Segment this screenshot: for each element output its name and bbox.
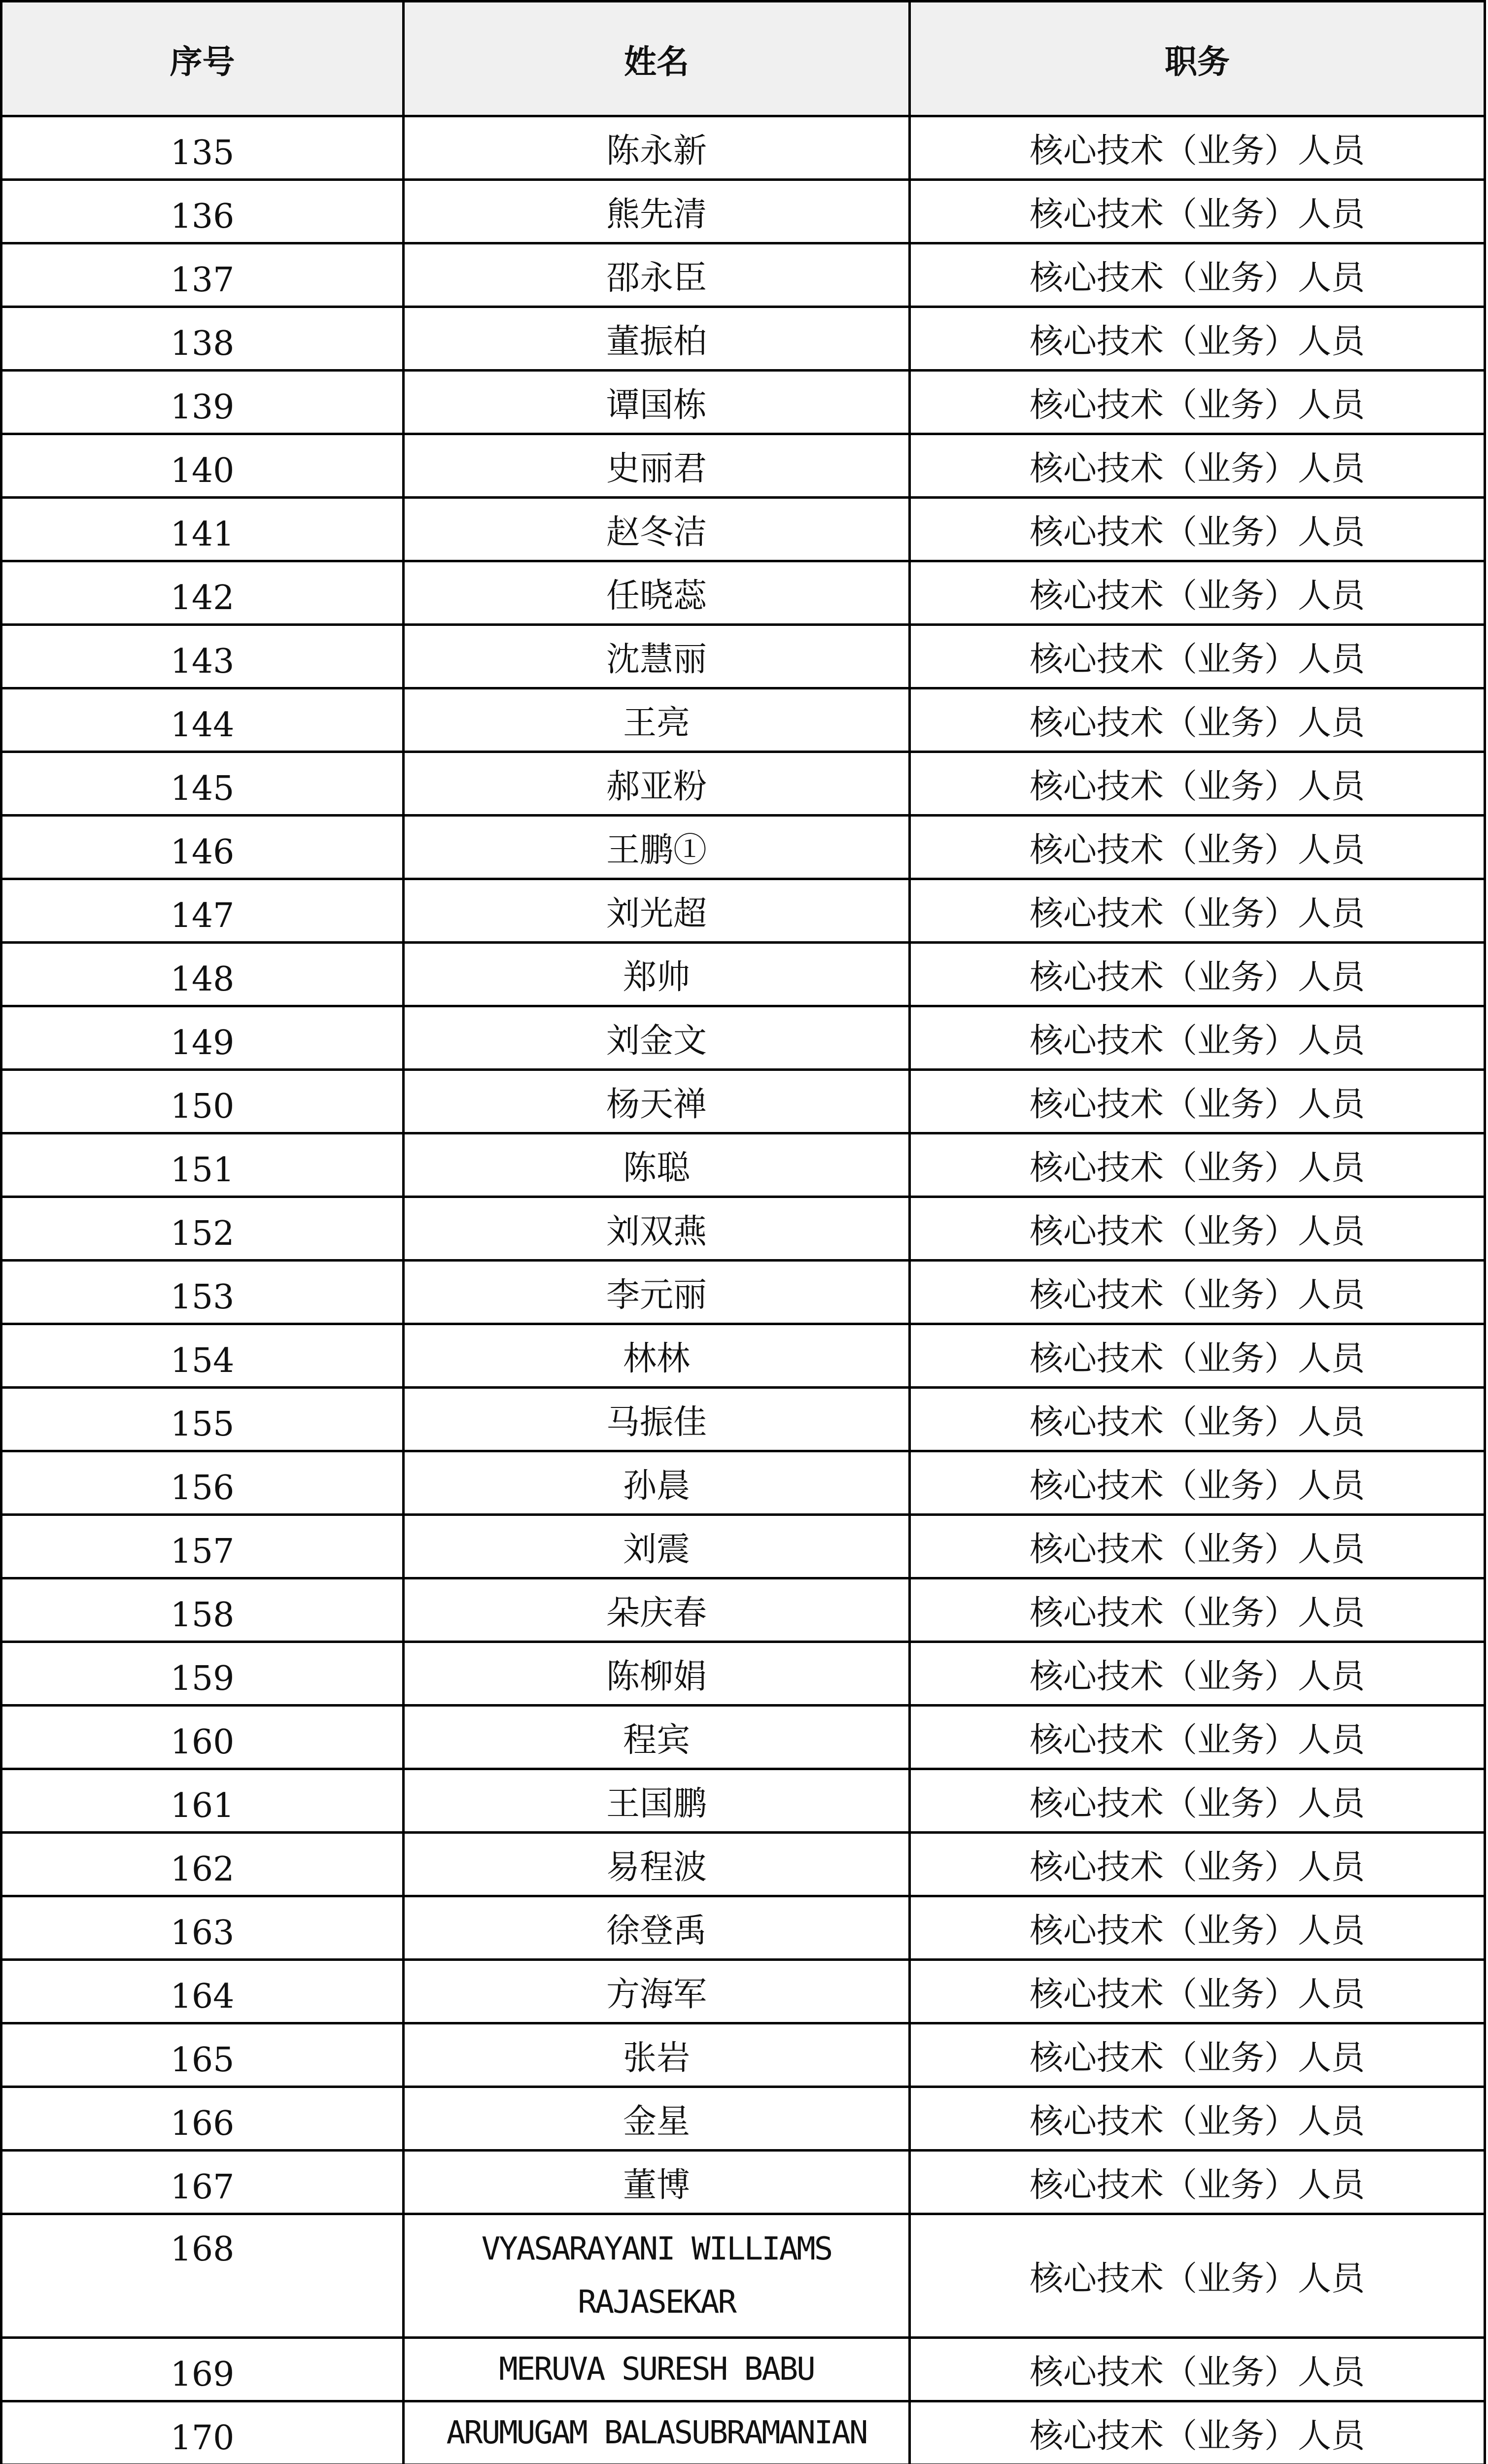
- header-name: 姓名: [404, 1, 910, 116]
- cell-position: 核心技术（业务）人员: [910, 943, 1485, 1006]
- cell-serial-number: 155: [1, 1388, 404, 1451]
- cell-position: 核心技术（业务）人员: [910, 2087, 1485, 2151]
- table-row: [1, 2214, 1485, 2338]
- cell-position: 核心技术（业务）人员: [910, 1133, 1485, 1197]
- cell-serial-number: 160: [1, 1706, 404, 1769]
- cell-name: MERUVA SURESH BABU: [404, 2338, 910, 2401]
- table-row: [1, 180, 1485, 243]
- table-row: [1, 943, 1485, 1006]
- table-row: [1, 752, 1485, 816]
- table-row: [1, 1197, 1485, 1261]
- cell-position: 核心技术（业务）人员: [910, 1197, 1485, 1261]
- cell-name: 徐登禹: [404, 1896, 910, 1960]
- cell-serial-number: 167: [1, 2151, 404, 2214]
- cell-serial-number: 137: [1, 243, 404, 307]
- table-row: [1, 879, 1485, 943]
- cell-name: 刘震: [404, 1515, 910, 1578]
- cell-position: 核心技术（业务）人员: [910, 498, 1485, 561]
- table-row: [1, 1515, 1485, 1578]
- cell-position: 核心技术（业务）人员: [910, 2023, 1485, 2087]
- table-row: [1, 243, 1485, 307]
- cell-serial-number: 168: [1, 2214, 404, 2338]
- cell-name: 张岩: [404, 2023, 910, 2087]
- cell-name: 邵永臣: [404, 243, 910, 307]
- cell-name: 李元丽: [404, 1261, 910, 1324]
- cell-serial-number: 139: [1, 371, 404, 434]
- cell-name: 谭国栋: [404, 371, 910, 434]
- table-row: [1, 498, 1485, 561]
- cell-serial-number: 153: [1, 1261, 404, 1324]
- cell-position: 核心技术（业务）人员: [910, 1515, 1485, 1578]
- cell-name: 王亮: [404, 688, 910, 752]
- cell-serial-number: 165: [1, 2023, 404, 2087]
- table-row: [1, 816, 1485, 879]
- cell-serial-number: 157: [1, 1515, 404, 1578]
- cell-position: 核心技术（业务）人员: [910, 816, 1485, 879]
- header-position: 职务: [910, 1, 1485, 116]
- cell-name: 易程波: [404, 1833, 910, 1896]
- cell-position: 核心技术（业务）人员: [910, 371, 1485, 434]
- cell-serial-number: 154: [1, 1324, 404, 1388]
- cell-serial-number: 163: [1, 1896, 404, 1960]
- table-row: [1, 371, 1485, 434]
- cell-serial-number: 156: [1, 1451, 404, 1515]
- cell-serial-number: 169: [1, 2338, 404, 2401]
- cell-name: ARUMUGAM BALASUBRAMANIAN: [404, 2401, 910, 2464]
- cell-name: 金星: [404, 2087, 910, 2151]
- table-row: [1, 2023, 1485, 2087]
- cell-position: 核心技术（业务）人员: [910, 180, 1485, 243]
- cell-serial-number: 152: [1, 1197, 404, 1261]
- cell-serial-number: 145: [1, 752, 404, 816]
- cell-name: 董振柏: [404, 307, 910, 371]
- cell-position: 核心技术（业务）人员: [910, 1388, 1485, 1451]
- cell-position: 核心技术（业务）人员: [910, 1070, 1485, 1133]
- table-row: [1, 1133, 1485, 1197]
- cell-name: 刘光超: [404, 879, 910, 943]
- cell-name: 杨天禅: [404, 1070, 910, 1133]
- cell-serial-number: 142: [1, 561, 404, 625]
- cell-position: 核心技术（业务）人员: [910, 1896, 1485, 1960]
- cell-serial-number: 166: [1, 2087, 404, 2151]
- cell-name: 方海军: [404, 1960, 910, 2023]
- table-row: [1, 307, 1485, 371]
- cell-name: 王鹏①: [404, 816, 910, 879]
- cell-position: 核心技术（业务）人员: [910, 243, 1485, 307]
- cell-name: 马振佳: [404, 1388, 910, 1451]
- cell-serial-number: 135: [1, 116, 404, 180]
- cell-name: 孙晨: [404, 1451, 910, 1515]
- cell-position: 核心技术（业务）人员: [910, 1960, 1485, 2023]
- table-row: [1, 1261, 1485, 1324]
- table-row: [1, 1324, 1485, 1388]
- table-row: [1, 2151, 1485, 2214]
- header-row: [1, 1, 1485, 116]
- cell-position: 核心技术（业务）人员: [910, 688, 1485, 752]
- table-row: [1, 1388, 1485, 1451]
- cell-position: 核心技术（业务）人员: [910, 116, 1485, 180]
- cell-position: 核心技术（业务）人员: [910, 1578, 1485, 1642]
- cell-position: 核心技术（业务）人员: [910, 307, 1485, 371]
- header-serial-number: 序号: [1, 1, 404, 116]
- table-row: [1, 1960, 1485, 2023]
- cell-name: 朵庆春: [404, 1578, 910, 1642]
- cell-name: 史丽君: [404, 434, 910, 498]
- cell-position: 核心技术（业务）人员: [910, 1642, 1485, 1706]
- cell-serial-number: 158: [1, 1578, 404, 1642]
- table-row: [1, 561, 1485, 625]
- table-row: [1, 1451, 1485, 1515]
- cell-serial-number: 170: [1, 2401, 404, 2464]
- cell-serial-number: 162: [1, 1833, 404, 1896]
- cell-name: 王国鹏: [404, 1769, 910, 1833]
- cell-serial-number: 146: [1, 816, 404, 879]
- cell-position: 核心技术（业务）人员: [910, 561, 1485, 625]
- cell-position: 核心技术（业务）人员: [910, 879, 1485, 943]
- cell-position: 核心技术（业务）人员: [910, 434, 1485, 498]
- table-row: [1, 688, 1485, 752]
- cell-position: 核心技术（业务）人员: [910, 2151, 1485, 2214]
- cell-name: 林林: [404, 1324, 910, 1388]
- cell-name: VYASARAYANI WILLIAMS RAJASEKAR: [404, 2214, 910, 2338]
- cell-position: 核心技术（业务）人员: [910, 1261, 1485, 1324]
- cell-serial-number: 161: [1, 1769, 404, 1833]
- cell-position: 核心技术（业务）人员: [910, 1833, 1485, 1896]
- table-row: [1, 1769, 1485, 1833]
- cell-serial-number: 141: [1, 498, 404, 561]
- cell-name: 郑帅: [404, 943, 910, 1006]
- table-row: [1, 1706, 1485, 1769]
- cell-serial-number: 151: [1, 1133, 404, 1197]
- cell-serial-number: 148: [1, 943, 404, 1006]
- cell-position: 核心技术（业务）人员: [910, 1006, 1485, 1070]
- cell-serial-number: 149: [1, 1006, 404, 1070]
- cell-serial-number: 136: [1, 180, 404, 243]
- cell-name: 熊先清: [404, 180, 910, 243]
- cell-position: 核心技术（业务）人员: [910, 2214, 1485, 2338]
- cell-position: 核心技术（业务）人员: [910, 625, 1485, 688]
- cell-name: 陈聪: [404, 1133, 910, 1197]
- cell-position: 核心技术（业务）人员: [910, 1324, 1485, 1388]
- table-row: [1, 116, 1485, 180]
- table-row: [1, 2087, 1485, 2151]
- table-row: [1, 625, 1485, 688]
- cell-serial-number: 138: [1, 307, 404, 371]
- cell-serial-number: 150: [1, 1070, 404, 1133]
- cell-position: 核心技术（业务）人员: [910, 1706, 1485, 1769]
- cell-name: 赵冬洁: [404, 498, 910, 561]
- cell-name: 董博: [404, 2151, 910, 2214]
- cell-name: 程宾: [404, 1706, 910, 1769]
- cell-name: 任晓蕊: [404, 561, 910, 625]
- cell-name: 郝亚粉: [404, 752, 910, 816]
- cell-position: 核心技术（业务）人员: [910, 2338, 1485, 2401]
- cell-position: 核心技术（业务）人员: [910, 1769, 1485, 1833]
- cell-name: 刘金文: [404, 1006, 910, 1070]
- table-row: [1, 1642, 1485, 1706]
- table-row: [1, 1578, 1485, 1642]
- table-row: [1, 1070, 1485, 1133]
- table-row: [1, 2338, 1485, 2401]
- cell-serial-number: 140: [1, 434, 404, 498]
- cell-serial-number: 143: [1, 625, 404, 688]
- table-row: [1, 1833, 1485, 1896]
- cell-serial-number: 147: [1, 879, 404, 943]
- table-row: [1, 2401, 1485, 2464]
- table-row: [1, 434, 1485, 498]
- cell-serial-number: 159: [1, 1642, 404, 1706]
- cell-name: 刘双燕: [404, 1197, 910, 1261]
- table-row: [1, 1896, 1485, 1960]
- cell-serial-number: 144: [1, 688, 404, 752]
- cell-name: 陈柳娟: [404, 1642, 910, 1706]
- cell-position: 核心技术（业务）人员: [910, 752, 1485, 816]
- cell-name: 沈慧丽: [404, 625, 910, 688]
- table-row: [1, 1006, 1485, 1070]
- cell-position: 核心技术（业务）人员: [910, 2401, 1485, 2464]
- cell-serial-number: 164: [1, 1960, 404, 2023]
- cell-position: 核心技术（业务）人员: [910, 1451, 1485, 1515]
- cell-name: 陈永新: [404, 116, 910, 180]
